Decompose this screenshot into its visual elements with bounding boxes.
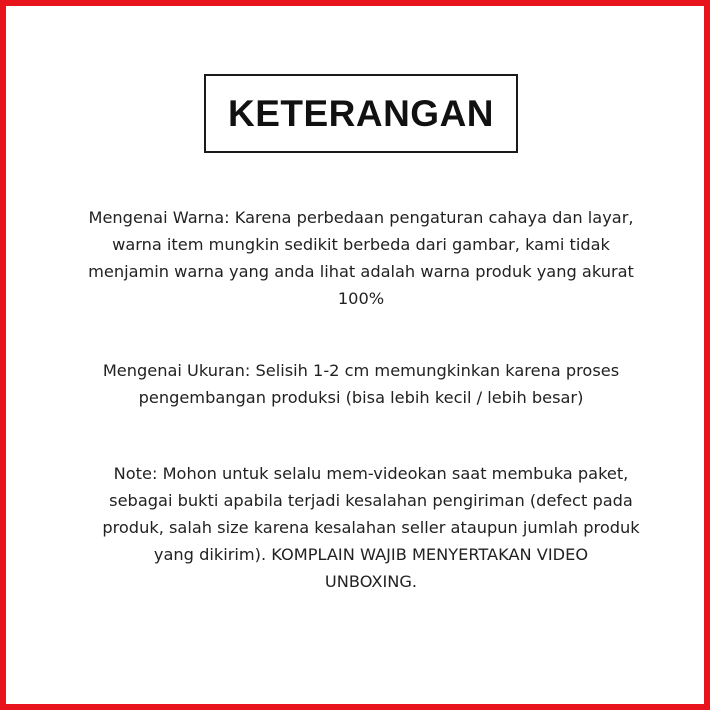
- size-note-line: Mengenai Ukuran: Selisih 1-2 cm memungkinkan karena proses: [102, 361, 620, 380]
- page-title: KETERANGAN: [227, 92, 495, 134]
- unboxing-note-line: yang dikirim). KOMPLAIN WAJIB MENYERTAKAN VIDEO: [153, 545, 589, 564]
- color-note-line: warna item mungkin sedikit berbeda dari gambar, kami tidak: [112, 235, 610, 254]
- color-note-paragraph: [46, 204, 676, 312]
- unboxing-note-line: UNBOXING.: [324, 572, 418, 591]
- size-note-line: pengembangan produksi (bisa lebih kecil / lebih besar): [138, 388, 584, 407]
- size-note-paragraph: [46, 357, 676, 411]
- title-box: [204, 74, 518, 153]
- unboxing-note-line: Note: Mohon untuk selalu mem-videokan saat membuka paket,: [113, 464, 629, 483]
- color-note-line: menjamin warna yang anda lihat adalah warna produk yang akurat: [88, 262, 634, 281]
- unboxing-note-paragraph: [46, 460, 696, 595]
- unboxing-note-line: produk, salah size karena kesalahan seller ataupun jumlah produk: [102, 518, 640, 537]
- color-note-line: Mengenai Warna: Karena perbedaan pengaturan cahaya dan layar,: [88, 208, 634, 227]
- color-note-line: 100%: [337, 289, 385, 308]
- unboxing-note-line: sebagai bukti apabila terjadi kesalahan pengiriman (defect pada: [109, 491, 633, 510]
